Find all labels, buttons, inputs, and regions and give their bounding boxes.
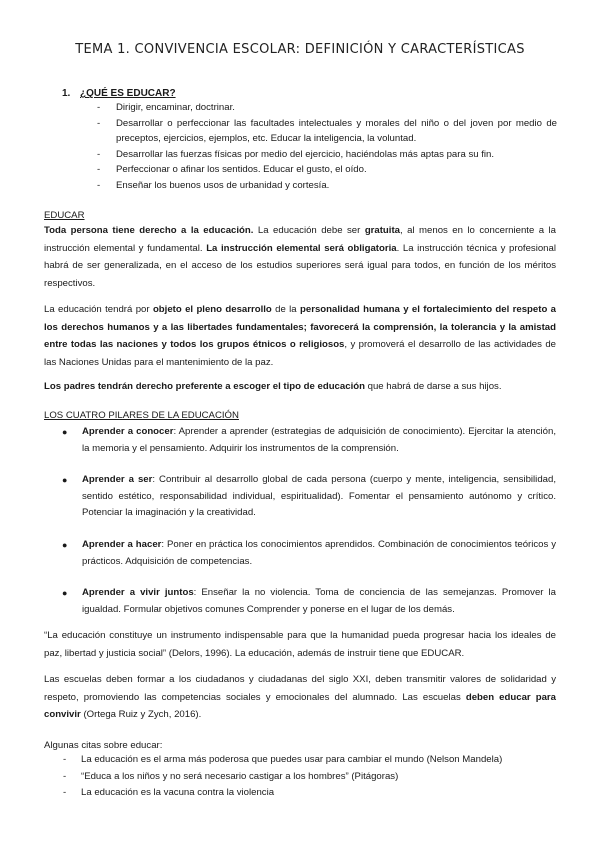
list-item: ● Aprender a conocer: Aprender a aprender (estrategias de adquisición de conocimiento). Ejercitar la atención, la memoria y el pensamiento. Adquirir los instrumentos de la comprensión. [62, 426, 557, 454]
pilares-heading: LOS CUATRO PILARES DE LA EDUCACIÓN [44, 410, 239, 421]
educar-paragraph-1: Toda persona tiene derecho a la educación. La educación debe ser gratuita, al menos en lo concerniente a la instrucción elemental y fundamental. La instrucción elemental será obligatoria. La instrucción técnica y profesional habrá de ser generalizada, en el acceso de los estudios superiores será igual para todos, en función de los méritos respectivos. [44, 225, 556, 289]
pilares-list [62, 424, 556, 633]
list-item: - Desarrollar o perfeccionar las facultades intelectuales y morales del niño o del joven por medio de preceptos, ejercicios, ejemplos, etc. Educar la inteligencia, la voluntad. [97, 117, 557, 145]
list-item: - Perfeccionar o afinar los sentidos. Educar el gusto, el oído. [97, 164, 367, 176]
bullet-icon: ● [62, 539, 68, 550]
list-item: - Enseñar los buenos usos de urbanidad y cortesía. [97, 179, 330, 191]
section-label: ¿QUÉ ES EDUCAR? [80, 88, 176, 99]
quote-paragraph: “La educación constituye un instrumento indispensable para que la humanidad pueda progresar hacia los ideales de paz, libertad y justicia social” (Delors, 1996). La educación, además de instruir tiene que EDUCAR. [44, 630, 556, 659]
list-item: - La educación es la vacuna contra la violencia [63, 787, 275, 799]
citas-intro: Algunas citas sobre educar: [44, 740, 163, 751]
list-item: - Desarrollar las fuerzas físicas por medio del ejercicio, haciéndolas más aptas para su fin. [97, 148, 495, 160]
educar-paragraph-3: Los padres tendrán derecho preferente a escoger el tipo de educación que habrá de darse a sus hijos. [44, 381, 502, 392]
section-number: 1. [62, 88, 71, 99]
page-title: TEMA 1. CONVIVENCIA ESCOLAR: DEFINICIÓN Y CARACTERÍSTICAS [75, 42, 525, 57]
list-item: - Dirigir, encaminar, doctrinar. [97, 102, 235, 113]
list-item: ● Aprender a vivir juntos: Enseñar la no violencia. Toma de conciencia de las semejanzas. Promover la igualdad. Formular objetivos comunes Comprender y ponerse en el lugar de los demás. [62, 587, 556, 615]
list-item: - “Educa a los niños y no será necesario castigar a los hombres” (Pitágoras) [63, 770, 399, 782]
list-item: ● Aprender a hacer: Poner en práctica los conocimientos aprendidos. Combinación de conocimientos teóricos y prácticos. Adquisición de competencias. [62, 538, 557, 567]
list-item: - La educación es el arma más poderosa que puedes usar para cambiar el mundo (Nelson Mandela) [63, 754, 503, 765]
educar-heading: EDUCAR [44, 210, 85, 221]
educar-paragraph-2: La educación tendrá por objeto el pleno desarrollo de la personalidad humana y el fortalecimiento del respeto a los derechos humanos y a las libertades fundamentales; favorecerá la comprensión, la tolerancia y la amistad entre todas las naciones y todos los grupos étnicos o religiosos, y promoverá el desarrollo de las actividades de las Naciones Unidas para el mantenimiento de la paz. [44, 304, 557, 368]
section-heading-que-es-educar [62, 88, 176, 99]
list-item: ● Aprender a ser: Contribuir al desarrollo global de cada persona (cuerpo y mente, inteligencia, sensibilidad, sentido estético, responsabilidad individual, espiritualidad). Fomentar el pensamiento autónomo y crítico. Potenciar la imaginación y la creatividad. [62, 474, 556, 519]
bullet-icon: ● [62, 588, 68, 599]
escuelas-paragraph: Las escuelas deben formar a los ciudadanos y ciudadanas del siglo XXI, deben transmitir valores de solidaridad y respeto, promoviendo las competencias sociales y emocionales del alumnado. Las escuelas deben educar para convivir (Ortega Ruiz y Zych, 2016). [44, 674, 557, 721]
bullet-icon: ● [62, 427, 68, 437]
citas-list [63, 752, 543, 802]
definitions-list [97, 100, 557, 194]
bullet-icon: ● [62, 475, 68, 486]
